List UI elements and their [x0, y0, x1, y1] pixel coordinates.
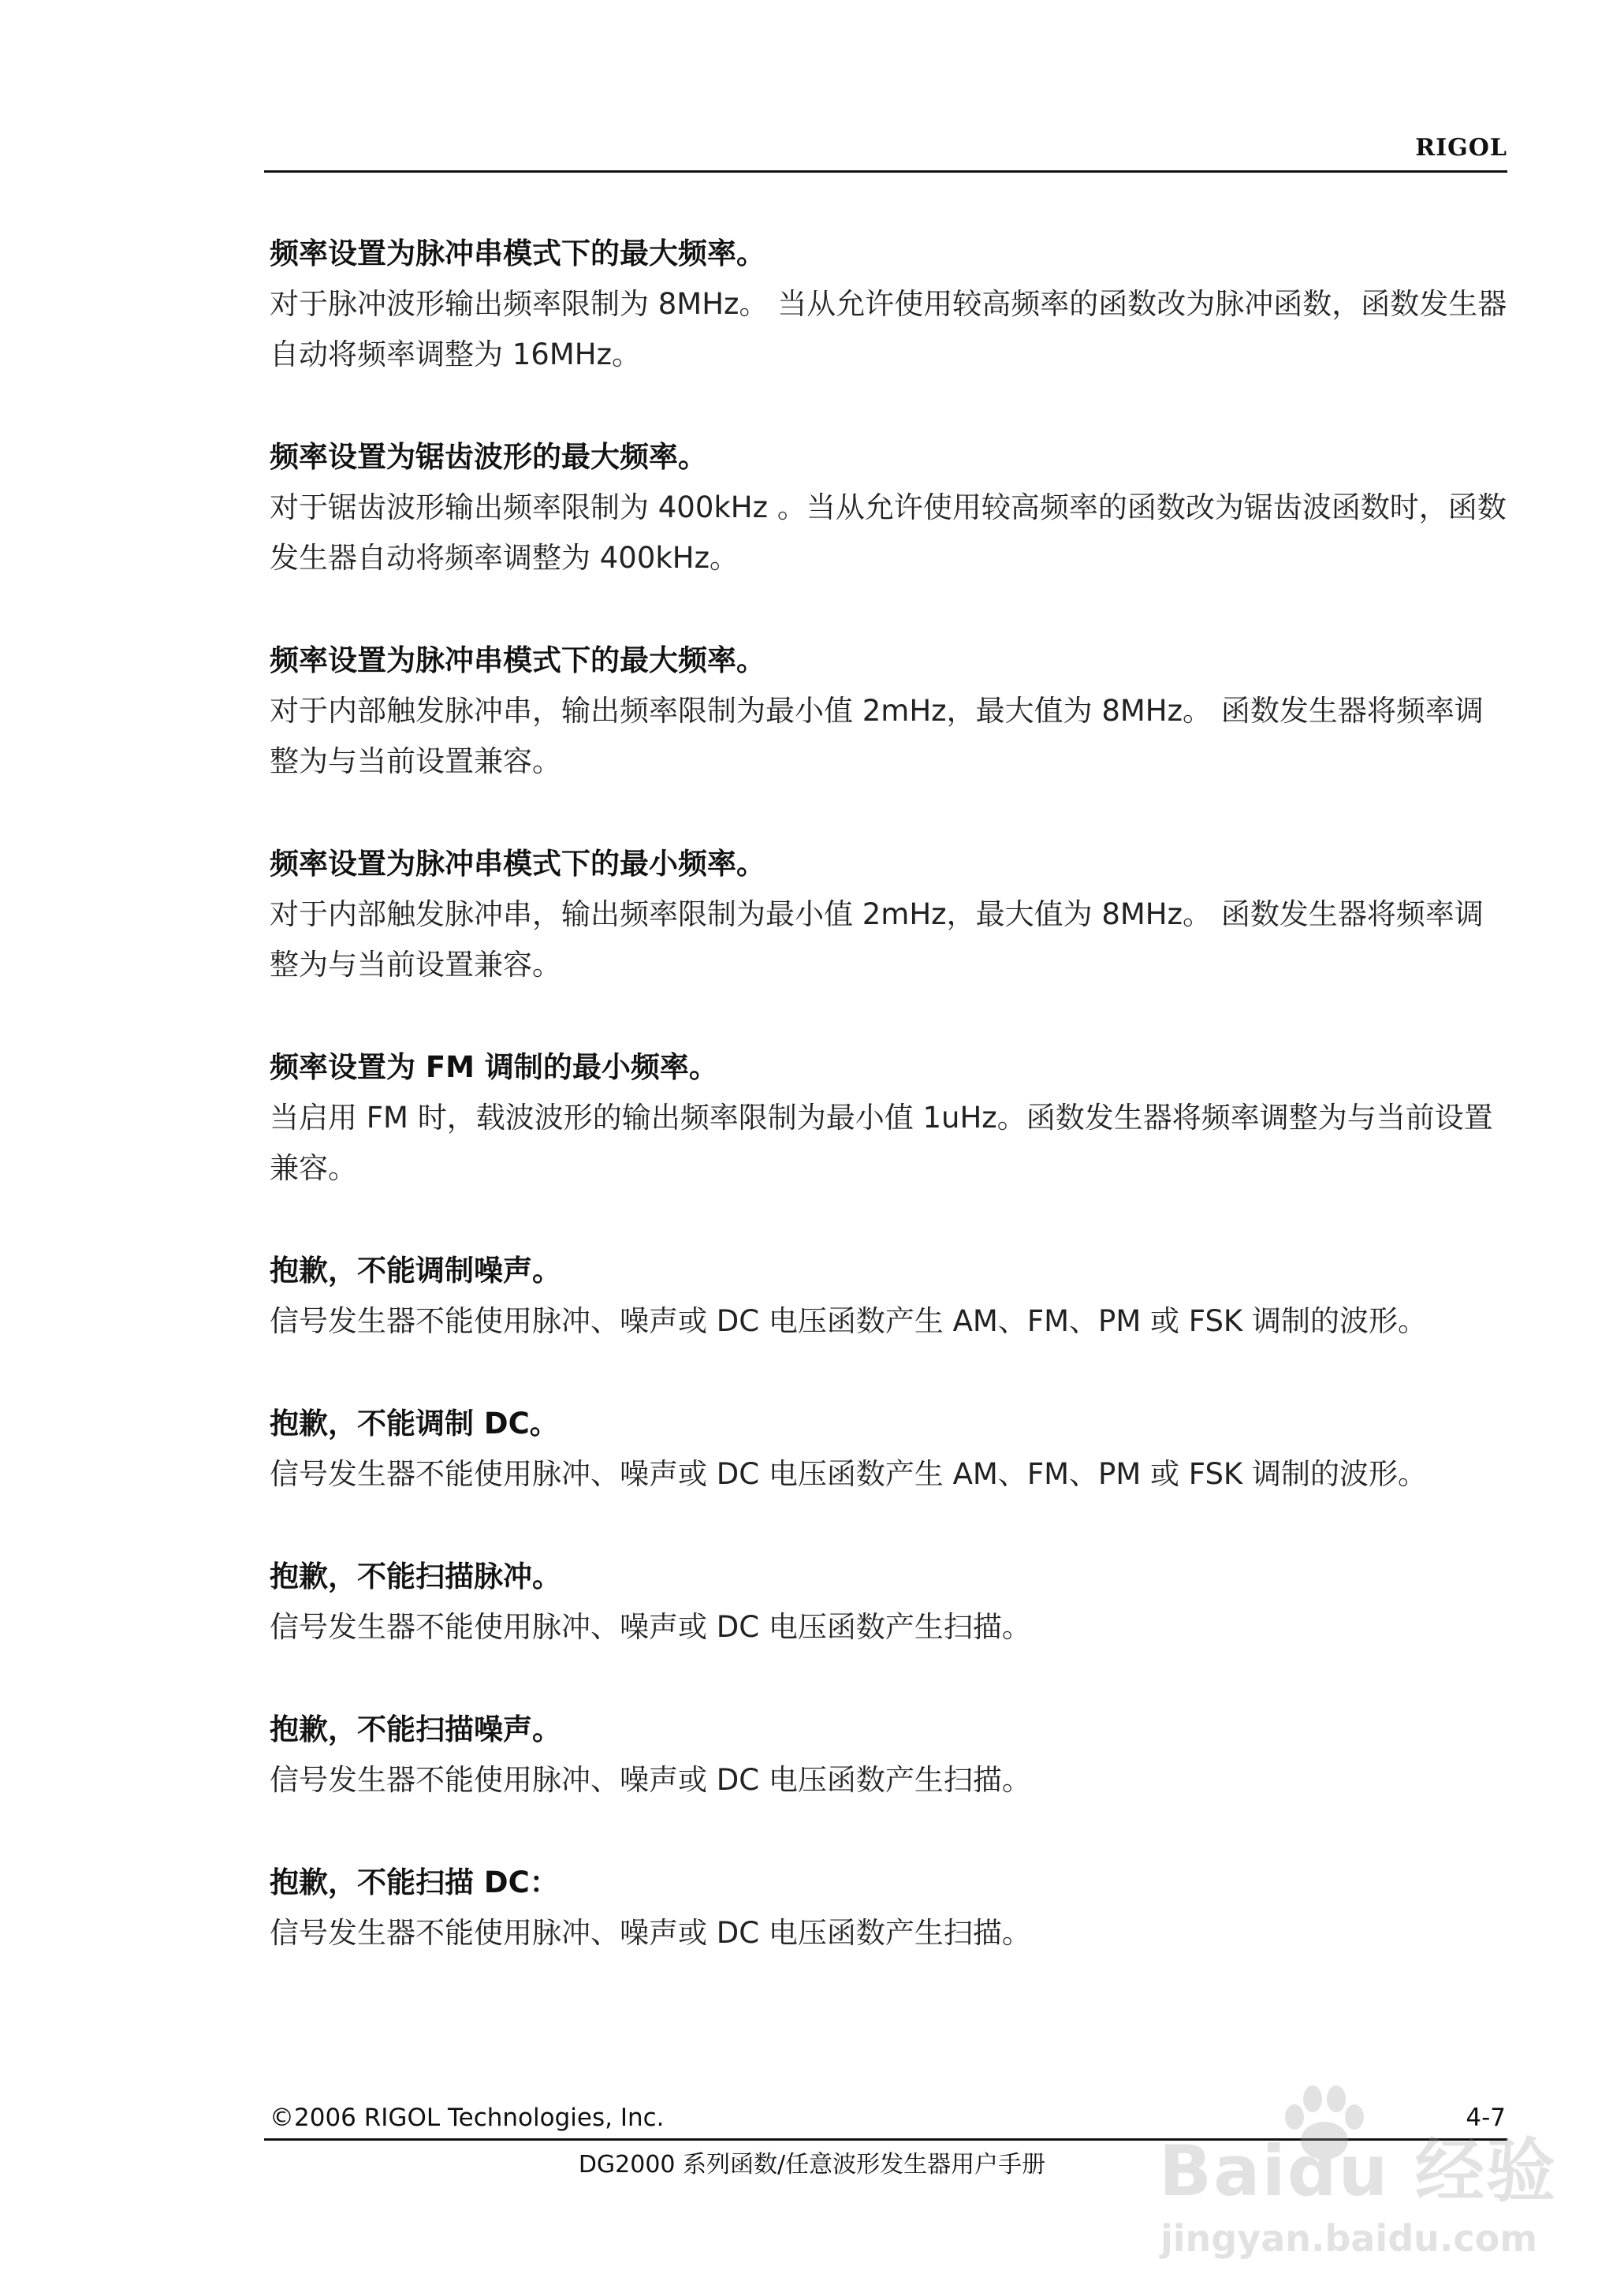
message-body: 信号发生器不能使用脉冲、噪声或 DC 电压函数产生扫描。	[270, 1916, 1031, 1950]
footer-manual-title: DG2000 系列函数/任意波形发生器用户手册	[578, 2151, 1046, 2179]
message-title: 抱歉，不能调制噪声。	[270, 1254, 561, 1288]
message-title: 频率设置为脉冲串模式下的最大频率。	[270, 643, 765, 677]
watermark-main-text: Baidu 经验	[1159, 2130, 1557, 2212]
message-body: 当启用 FM 时，载波波形的输出频率限制为最小值 1uHz。函数发生器将频率调整为与当前设置兼容。	[270, 1101, 1493, 1185]
message-item	[270, 1552, 1507, 1653]
message-item	[270, 1399, 1507, 1500]
message-item	[270, 1858, 1507, 1959]
message-item	[270, 839, 1507, 990]
message-item	[270, 636, 1507, 787]
footer-page-number: 4-7	[1466, 2104, 1506, 2132]
baidu-watermark	[1151, 2082, 1561, 2279]
message-list	[270, 229, 1507, 2011]
watermark-url-text: jingyan.baidu.com	[1160, 2217, 1538, 2260]
message-title: 抱歉，不能调制 DC。	[270, 1407, 559, 1441]
message-title: 频率设置为锯齿波形的最大频率。	[270, 440, 707, 474]
message-body: 信号发生器不能使用脉冲、噪声或 DC 电压函数产生 AM、FM、PM 或 FSK 调制的波形。	[270, 1457, 1427, 1491]
message-title: 抱歉，不能扫描 DC：	[270, 1866, 559, 1899]
message-body: 信号发生器不能使用脉冲、噪声或 DC 电压函数产生扫描。	[270, 1763, 1031, 1797]
message-body: 信号发生器不能使用脉冲、噪声或 DC 电压函数产生扫描。	[270, 1610, 1031, 1644]
message-body: 对于锯齿波形输出频率限制为 400kHz 。当从允许使用较高频率的函数改为锯齿波函数时，函数发生器自动将频率调整为 400kHz。	[270, 490, 1507, 575]
message-title: 抱歉，不能扫描噪声。	[270, 1713, 561, 1746]
message-body: 信号发生器不能使用脉冲、噪声或 DC 电压函数产生 AM、FM、PM 或 FSK 调制的波形。	[270, 1304, 1427, 1338]
header-rule	[264, 170, 1507, 173]
message-body: 对于内部触发脉冲串，输出频率限制为最小值 2mHz，最大值为 8MHz。 函数发生器将频率调整为与当前设置兼容。	[270, 897, 1484, 982]
message-title: 频率设置为脉冲串模式下的最大频率。	[270, 237, 765, 270]
message-item	[270, 1246, 1507, 1347]
page-header-brand: RIGOL	[1415, 134, 1507, 162]
message-title: 频率设置为脉冲串模式下的最小频率。	[270, 847, 765, 881]
message-item	[270, 432, 1507, 583]
message-item	[270, 1042, 1507, 1194]
message-item	[270, 229, 1507, 380]
message-item	[270, 1705, 1507, 1806]
message-title: 抱歉，不能扫描脉冲。	[270, 1560, 561, 1593]
message-body: 对于内部触发脉冲串，输出频率限制为最小值 2mHz，最大值为 8MHz。 函数发生器将频率调整为与当前设置兼容。	[270, 694, 1484, 778]
message-body: 对于脉冲波形输出频率限制为 8MHz。 当从允许使用较高频率的函数改为脉冲函数，函数发生器自动将频率调整为 16MHz。	[270, 287, 1507, 371]
footer-copyright: ©2006 RIGOL Technologies, Inc.	[270, 2104, 665, 2132]
message-title: 频率设置为 FM 调制的最小频率。	[270, 1050, 718, 1084]
